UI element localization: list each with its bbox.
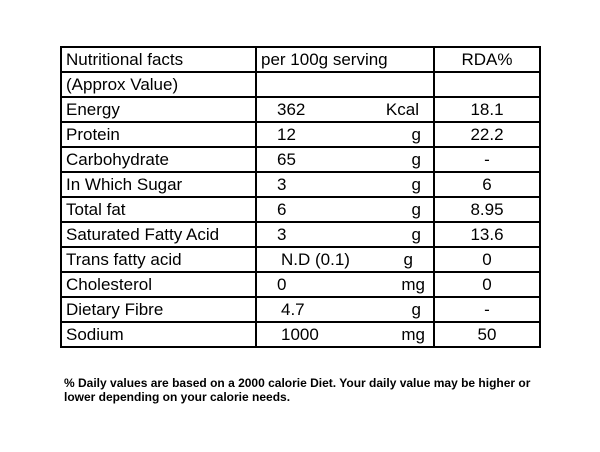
serving-cell xyxy=(256,322,434,347)
nutrient-name: Dietary Fibre xyxy=(61,297,256,322)
header-row xyxy=(61,47,540,72)
nutrient-rda: 0 xyxy=(434,272,540,297)
nutrient-unit: mg xyxy=(401,325,425,344)
nutrient-amount: 0 xyxy=(277,275,287,294)
nutrient-name: Saturated Fatty Acid xyxy=(61,222,256,247)
nutrient-amount: 3 xyxy=(277,175,287,194)
nutrient-name: Protein xyxy=(61,122,256,147)
nutrient-amount: 6 xyxy=(277,200,287,219)
nutrient-amount: 4.7 xyxy=(281,300,305,319)
nutrient-unit: g xyxy=(411,200,421,219)
nutrient-unit: g xyxy=(403,250,413,269)
nutrient-name: Carbohydrate xyxy=(61,147,256,172)
nutrient-name: In Which Sugar xyxy=(61,172,256,197)
nutrient-name: Cholesterol xyxy=(61,272,256,297)
serving-cell xyxy=(256,297,434,322)
nutrient-rda: 8.95 xyxy=(434,197,540,222)
nutrient-name: Total fat xyxy=(61,197,256,222)
nutrient-unit: g xyxy=(411,175,421,194)
serving-cell xyxy=(256,222,434,247)
nutrient-name: Trans fatty acid xyxy=(61,247,256,272)
nutrient-unit: g xyxy=(411,150,421,169)
nutrient-amount: 12 xyxy=(277,125,296,144)
table-row xyxy=(61,272,540,297)
nutrient-name: Energy xyxy=(61,97,256,122)
header-rda: RDA% xyxy=(434,47,540,72)
table-row xyxy=(61,247,540,272)
nutrition-table xyxy=(60,46,541,348)
table-row xyxy=(61,97,540,122)
nutrient-unit: g xyxy=(411,225,421,244)
table-row xyxy=(61,222,540,247)
nutrient-rda: 22.2 xyxy=(434,122,540,147)
serving-cell xyxy=(256,172,434,197)
nutrient-amount: 362 xyxy=(277,100,306,119)
serving-cell xyxy=(256,147,434,172)
footnote: % Daily values are based on a 2000 calorie Diet. Your daily value may be higher or lower depending on your calorie needs. xyxy=(64,376,531,404)
table-row xyxy=(61,172,540,197)
table-row xyxy=(61,322,540,347)
nutrient-amount: 3 xyxy=(277,225,287,244)
nutrient-rda: 50 xyxy=(434,322,540,347)
nutrient-rda: 0 xyxy=(434,247,540,272)
nutrient-rda: - xyxy=(434,147,540,172)
table-row xyxy=(61,147,540,172)
subheader-row xyxy=(61,72,540,97)
empty-cell xyxy=(434,72,540,97)
nutrient-unit: mg xyxy=(401,275,425,294)
nutrient-amount: 65 xyxy=(277,150,296,169)
serving-cell xyxy=(256,197,434,222)
table-row xyxy=(61,297,540,322)
header-nutrient: Nutritional facts xyxy=(61,47,256,72)
nutrient-name: Sodium xyxy=(61,322,256,347)
nutrient-unit: Kcal xyxy=(385,100,419,119)
serving-cell xyxy=(256,272,434,297)
nutrient-unit: g xyxy=(411,300,421,319)
nutrient-unit: g xyxy=(411,125,421,144)
table-row xyxy=(61,122,540,147)
nutrient-rda: 13.6 xyxy=(434,222,540,247)
serving-cell xyxy=(256,122,434,147)
header-serving-cell xyxy=(256,47,434,72)
table-row xyxy=(61,197,540,222)
nutrient-rda: 18.1 xyxy=(434,97,540,122)
nutrient-amount: N.D (0.1) xyxy=(281,250,350,269)
header-serving: per 100g serving xyxy=(261,50,388,69)
subheader-approx: (Approx Value) xyxy=(61,72,256,97)
empty-cell xyxy=(256,72,434,97)
serving-cell xyxy=(256,97,434,122)
nutrient-rda: - xyxy=(434,297,540,322)
nutrient-amount: 1000 xyxy=(281,325,319,344)
nutrient-rda: 6 xyxy=(434,172,540,197)
serving-cell xyxy=(256,247,434,272)
